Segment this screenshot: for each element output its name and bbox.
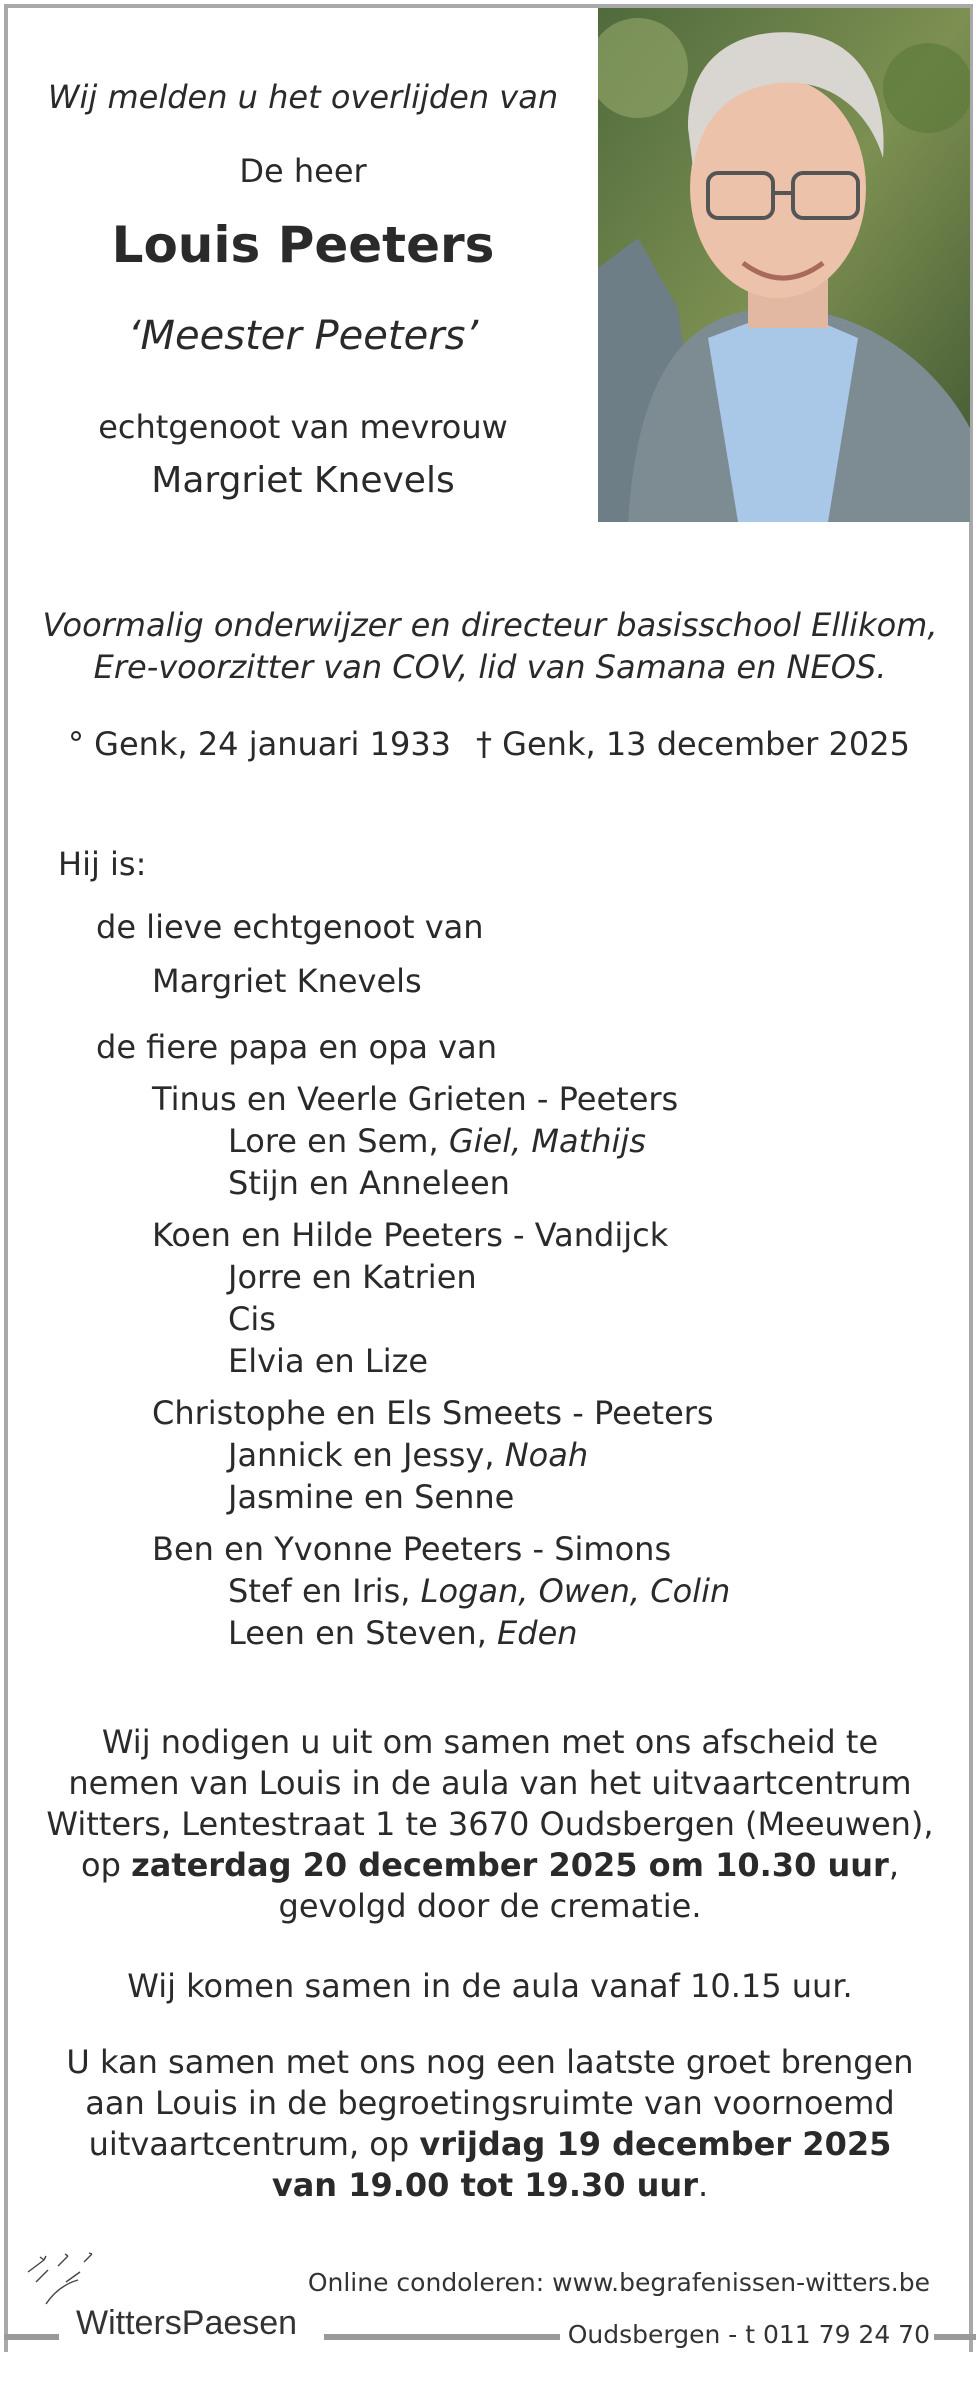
grandchild-entry: Stijn en Anneleen (228, 1164, 510, 1202)
child-couple: Ben en Yvonne Peeters - Simons (152, 1530, 672, 1568)
grandchild-entry: Stef en Iris, Logan, Owen, Colin (228, 1572, 731, 1610)
bio-line-2: Ere-voorzitter van COV, lid van Samana en NEOS. (93, 648, 887, 686)
grandchild-entry: Cis (228, 1300, 276, 1338)
nickname: ‘Meester Peeters’ (127, 313, 479, 359)
child-couple: Christophe en Els Smeets - Peeters (152, 1394, 714, 1432)
great-grandchildren: Eden (497, 1614, 578, 1652)
footer-rule-right (934, 2334, 976, 2340)
bio-line-1: Voormalig onderwijzer en directeur basisschool Ellikom, (42, 606, 938, 644)
birth-info: ° Genk, 24 januari 1933 (68, 725, 452, 763)
spouse-intro: echtgenoot van mevrouw (98, 408, 508, 446)
family-heading: Hij is: (58, 845, 147, 883)
great-grandchildren: Giel, Mathijs (448, 1122, 646, 1160)
grandchild-entry: Lore en Sem, Giel, Mathijs (228, 1122, 646, 1160)
grandchild-entry: Elvia en Lize (228, 1342, 429, 1380)
grandchild-entry: Jorre en Katrien (228, 1258, 477, 1296)
footer-rule-left (4, 2334, 59, 2340)
death-info: † Genk, 13 december 2025 (476, 725, 910, 763)
title-prefix: De heer (239, 152, 367, 190)
contact-info: Oudsbergen - t 011 79 24 70 (567, 2320, 930, 2349)
intro-text: Wij melden u het overlijden van (47, 78, 559, 116)
child-couple: Koen en Hilde Peeters - Vandijck (152, 1216, 669, 1254)
funeral-home-logo (18, 2252, 318, 2352)
child-couple: Tinus en Veerle Grieten - Peeters (152, 1080, 679, 1118)
gathering-text: Wij komen samen in de aula vanaf 10.15 uur. (127, 1967, 853, 2005)
deceased-name: Louis Peeters (111, 216, 495, 274)
spouse-name: Margriet Knevels (151, 460, 455, 501)
great-grandchildren: Noah (504, 1436, 589, 1474)
great-grandchildren: Logan, Owen, Colin (420, 1572, 731, 1610)
invite-text: Wij nodigen u uit om samen met ons afscheid te nemen van Louis in de aula van het uitvaartcentrum Witters, Lentestraat 1 te 3670 Oudsbergen (Meeuwen), op zaterdag 20 december 2025 om 10.30 uur, gevolgd door de crematie. (46, 1723, 934, 1925)
grandchild-entry: Jasmine en Senne (228, 1478, 515, 1516)
spouse-entry: Margriet Knevels (152, 962, 422, 1000)
footer-rule-mid (324, 2334, 560, 2340)
condolence-link[interactable]: Online condoleren: www.begrafenissen-witters.be (307, 2268, 930, 2297)
spouse-label: de lieve echtgenoot van (96, 908, 484, 946)
portrait-photo (598, 8, 970, 522)
children-label: de fiere papa en opa van (96, 1028, 497, 1066)
visitation-text: U kan samen met ons nog een laatste groet brengen aan Louis in de begroetingsruimte van voornoemd uitvaartcentrum, op vrijdag 19 december 2025 van 19.00 tot 19.30 uur. (66, 2043, 914, 2204)
grandchild-entry: Jannick en Jessy, Noah (228, 1436, 589, 1474)
grandchild-entry: Leen en Steven, Eden (228, 1614, 578, 1652)
logo-text: WittersPaesen (76, 2304, 298, 2342)
